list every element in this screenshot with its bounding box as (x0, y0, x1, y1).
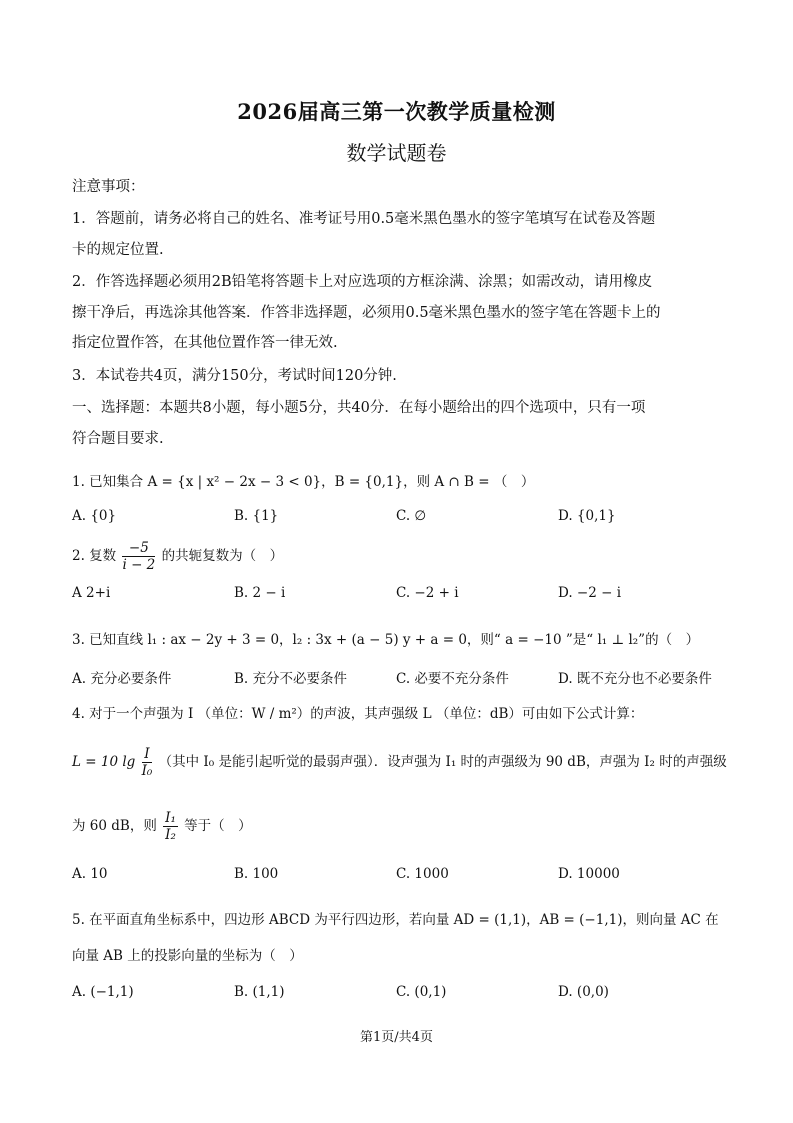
question-4-formula-note: （其中 I₀ 是能引起听觉的最弱声强）．设声强为 I₁ 时的声强级为 90 dB，声强为 I₂ 时的声强级 (158, 754, 727, 770)
question-4-ratio-numerator: I₁ (165, 810, 176, 826)
page-footer: 第1页/共4页 (360, 1030, 433, 1045)
notice-item-1-line-1: 1．答题前，请务必将自己的姓名、准考证号用0.5毫米黑色墨水的签字笔填写在试卷及答题 (72, 211, 656, 227)
question-4-stem-line-1: 4. 对于一个声强为 I （单位：W / m²）的声波，其声强级 L （单位：dB）可由如下公式计算： (72, 706, 644, 722)
section-1-line-2: 符合题目要求. (72, 431, 164, 447)
question-1-stem: 1. 已知集合 A = {x | x² − 2x − 3 < 0}，B = {0,1}，则 A ∩ B = （ ） (72, 474, 535, 490)
question-4-line-3-prefix: 为 60 dB，则 (72, 818, 157, 834)
question-3-option-a: A. 充分必要条件 (72, 671, 172, 687)
question-4-line-3-suffix: 等于（ ） (184, 818, 252, 834)
question-4-option-d: D. 10000 (558, 866, 620, 882)
question-5-stem-line-2: 向量 AB 上的投影向量的坐标为（ ） (72, 948, 303, 964)
page-title: 2026届高三第一次教学质量检测 (237, 99, 556, 124)
notice-item-2-line-1: 2．作答选择题必须用2B铅笔将答题卡上对应选项的方框涂满、涂黑；如需改动，请用橡皮 (72, 274, 653, 290)
question-5-option-b: B. (1,1) (234, 984, 285, 1000)
notice-item-2-line-2: 擦干净后，再选涂其他答案．作答非选择题，必须用0.5毫米黑色墨水的签字笔在答题卡上的 (72, 305, 661, 321)
question-4-ratio-denominator: I₂ (165, 827, 176, 843)
question-4-ratio-fraction (163, 810, 178, 843)
question-2-option-d: D. −2 − i (558, 585, 622, 601)
question-4-formula-numerator: I (142, 746, 153, 763)
question-2-option-a: A 2+i (72, 585, 111, 601)
question-5-option-c: C. (0,1) (396, 984, 447, 1000)
question-5-option-d: D. (0,0) (558, 984, 609, 1000)
notice-item-1-line-2: 卡的规定位置. (72, 242, 164, 258)
question-1-option-d: D. {0,1} (558, 508, 616, 524)
question-2-numerator: −5 (122, 540, 155, 557)
question-3-option-b: B. 充分不必要条件 (234, 671, 348, 687)
page-subtitle: 数学试题卷 (346, 141, 447, 165)
question-4-option-c: C. 1000 (396, 866, 449, 882)
question-1-option-a: A. {0} (72, 508, 117, 524)
notice-item-2-line-3: 指定位置作答，在其他位置作答一律无效. (72, 335, 338, 351)
question-4-formula-fraction (142, 746, 153, 779)
question-2-fraction (122, 540, 155, 573)
question-2-option-c: C. −2 + i (396, 585, 459, 601)
question-2-option-b: B. 2 − i (234, 585, 286, 601)
notice-heading: 注意事项： (72, 179, 145, 195)
question-2-prefix: 2. 复数 (72, 548, 117, 564)
question-5-stem-line-1: 5. 在平面直角坐标系中，四边形 ABCD 为平行四边形，若向量 AD = (1,1)，AB = (−1,1)，则向量 AC 在 (72, 912, 719, 928)
question-4-stem-line-3 (72, 808, 722, 844)
question-2-suffix: 的共轭复数为（ ） (161, 548, 284, 564)
question-5-option-a: A. (−1,1) (72, 984, 134, 1000)
question-1-option-c: C. ∅ (396, 508, 427, 524)
question-2-stem (72, 538, 722, 574)
question-4-option-a: A. 10 (72, 866, 108, 882)
question-4-option-b: B. 100 (234, 866, 279, 882)
question-2-denominator: i − 2 (122, 557, 156, 573)
question-3-stem: 3. 已知直线 l₁ : ax − 2y + 3 = 0，l₂ : 3x + (a − 5) y + a = 0，则“ a = −10 ”是“ l₁ ⊥ l₂”的（ ） (72, 632, 700, 648)
notice-item-3: 3．本试卷共4页，满分150分，考试时间120分钟. (72, 368, 397, 384)
question-1-option-b: B. {1} (234, 508, 279, 524)
section-1-line-1: 一、选择题：本题共8小题，每小题5分，共40分．在每小题给出的四个选项中，只有一项 (72, 400, 646, 416)
question-4-formula-left: L = 10 lg (72, 754, 136, 770)
question-3-option-d: D. 既不充分也不必要条件 (558, 671, 712, 687)
question-3-option-c: C. 必要不充分条件 (396, 671, 509, 687)
question-4-stem-line-2 (72, 744, 727, 780)
question-4-formula-denominator: I₀ (141, 763, 153, 779)
